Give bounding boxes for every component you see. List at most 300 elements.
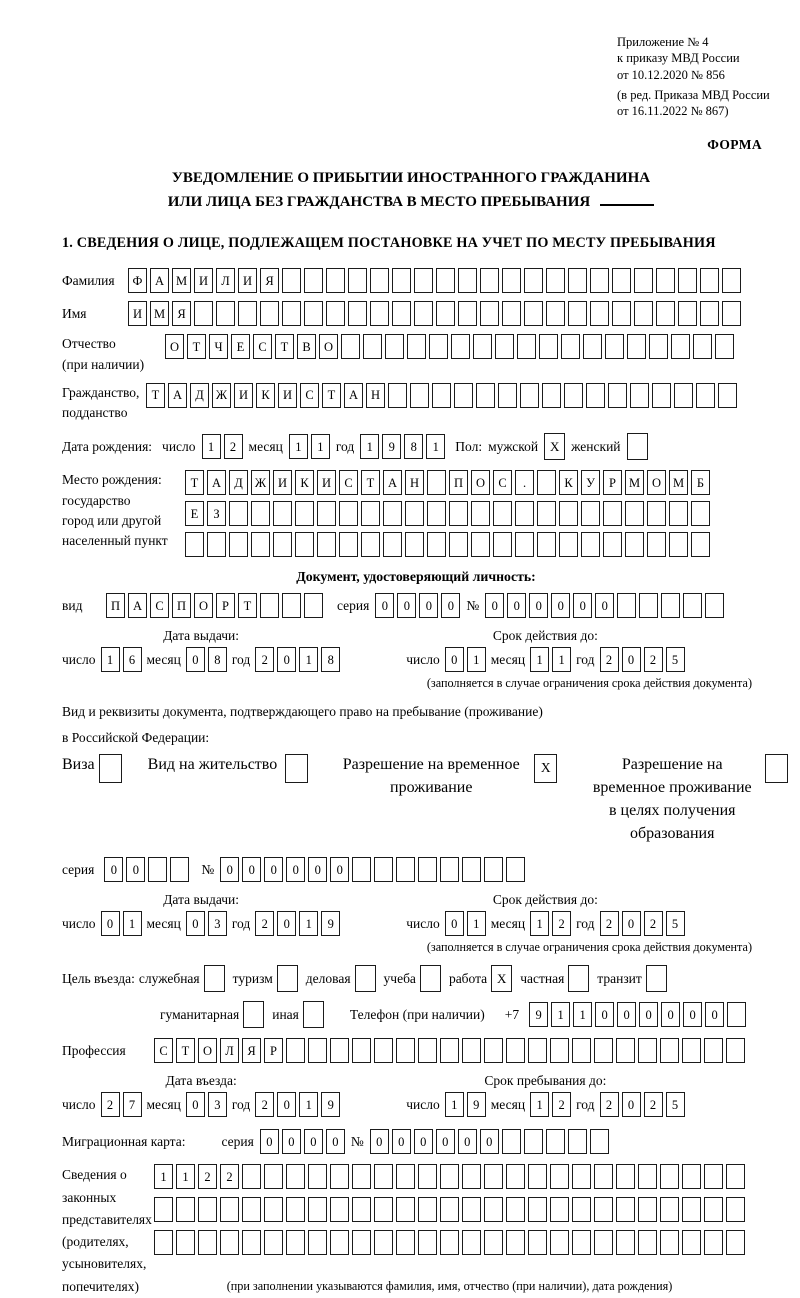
form-cell[interactable]: 3 (208, 911, 227, 936)
form-cell[interactable] (590, 1129, 609, 1154)
form-cell[interactable]: 0 (375, 593, 394, 618)
form-cell[interactable]: 8 (208, 647, 227, 672)
form-cell[interactable]: 1 (530, 647, 549, 672)
form-cell[interactable] (154, 1230, 173, 1255)
form-cell[interactable]: 0 (186, 1092, 205, 1117)
form-cell[interactable] (286, 1197, 305, 1222)
form-cell[interactable] (308, 1230, 327, 1255)
form-cell[interactable] (451, 334, 470, 359)
form-cell[interactable] (700, 301, 719, 326)
form-cell[interactable]: 1 (154, 1164, 173, 1189)
form-cell[interactable]: Т (146, 383, 165, 408)
form-cell[interactable]: 8 (321, 647, 340, 672)
form-cell[interactable]: 0 (480, 1129, 499, 1154)
form-cell[interactable]: Р (603, 470, 622, 495)
form-cell[interactable] (528, 1038, 547, 1063)
form-cell[interactable]: 0 (436, 1129, 455, 1154)
form-cell[interactable] (170, 857, 189, 882)
form-cell[interactable]: 0 (186, 911, 205, 936)
form-cell[interactable] (550, 1197, 569, 1222)
form-cell[interactable] (326, 301, 345, 326)
form-cell[interactable]: 1 (299, 647, 318, 672)
form-cell[interactable]: 2 (600, 647, 619, 672)
form-cell[interactable] (396, 1038, 415, 1063)
form-cell[interactable]: 0 (304, 1129, 323, 1154)
form-cell[interactable]: К (295, 470, 314, 495)
form-cell[interactable] (242, 1230, 261, 1255)
form-cell[interactable] (700, 268, 719, 293)
checkbox-cell[interactable] (568, 965, 589, 992)
form-cell[interactable]: . (515, 470, 534, 495)
form-cell[interactable] (374, 857, 393, 882)
form-cell[interactable]: 0 (126, 857, 145, 882)
form-cell[interactable] (656, 301, 675, 326)
form-cell[interactable] (480, 301, 499, 326)
form-cell[interactable]: 0 (458, 1129, 477, 1154)
form-cell[interactable] (304, 593, 323, 618)
form-cell[interactable] (407, 334, 426, 359)
form-cell[interactable]: 1 (530, 1092, 549, 1117)
form-cell[interactable]: 3 (208, 1092, 227, 1117)
checkbox-cell[interactable]: X (544, 433, 565, 460)
form-cell[interactable] (176, 1230, 195, 1255)
form-cell[interactable] (660, 1197, 679, 1222)
form-cell[interactable] (392, 301, 411, 326)
form-cell[interactable]: Т (361, 470, 380, 495)
form-cell[interactable] (572, 1038, 591, 1063)
form-cell[interactable]: Е (231, 334, 250, 359)
form-cell[interactable] (682, 1038, 701, 1063)
form-cell[interactable]: 0 (397, 593, 416, 618)
checkbox-cell[interactable]: X (534, 754, 557, 783)
form-cell[interactable]: С (253, 334, 272, 359)
form-cell[interactable] (352, 1230, 371, 1255)
form-cell[interactable] (462, 1038, 481, 1063)
form-cell[interactable]: Ж (251, 470, 270, 495)
form-cell[interactable]: С (300, 383, 319, 408)
form-cell[interactable] (286, 1230, 305, 1255)
form-cell[interactable] (308, 1197, 327, 1222)
form-cell[interactable] (370, 301, 389, 326)
form-cell[interactable] (436, 301, 455, 326)
form-cell[interactable] (207, 532, 226, 557)
form-cell[interactable] (661, 593, 680, 618)
form-cell[interactable]: Т (322, 383, 341, 408)
form-cell[interactable]: 2 (255, 647, 274, 672)
form-cell[interactable] (264, 1197, 283, 1222)
form-cell[interactable] (634, 268, 653, 293)
form-cell[interactable] (330, 1038, 349, 1063)
form-cell[interactable] (286, 1164, 305, 1189)
form-cell[interactable] (260, 301, 279, 326)
form-cell[interactable] (348, 268, 367, 293)
form-cell[interactable] (251, 501, 270, 526)
form-cell[interactable] (498, 383, 517, 408)
form-cell[interactable]: 0 (485, 593, 504, 618)
form-cell[interactable] (502, 1129, 521, 1154)
form-cell[interactable]: 0 (622, 647, 641, 672)
form-cell[interactable] (660, 1230, 679, 1255)
form-cell[interactable] (388, 383, 407, 408)
form-cell[interactable] (352, 1164, 371, 1189)
form-cell[interactable] (383, 501, 402, 526)
form-cell[interactable]: 2 (644, 647, 663, 672)
form-cell[interactable] (572, 1197, 591, 1222)
form-cell[interactable] (471, 532, 490, 557)
form-cell[interactable]: 2 (644, 1092, 663, 1117)
form-cell[interactable]: 0 (705, 1002, 724, 1027)
form-cell[interactable] (506, 1230, 525, 1255)
form-cell[interactable] (484, 1038, 503, 1063)
form-cell[interactable]: И (278, 383, 297, 408)
form-cell[interactable] (537, 501, 556, 526)
form-cell[interactable] (440, 1230, 459, 1255)
form-cell[interactable] (517, 334, 536, 359)
form-cell[interactable] (727, 1002, 746, 1027)
form-cell[interactable] (396, 1230, 415, 1255)
form-cell[interactable]: 0 (277, 911, 296, 936)
form-cell[interactable]: 1 (176, 1164, 195, 1189)
form-cell[interactable] (370, 268, 389, 293)
form-cell[interactable]: Я (260, 268, 279, 293)
form-cell[interactable]: У (581, 470, 600, 495)
form-cell[interactable]: Т (275, 334, 294, 359)
form-cell[interactable] (308, 1164, 327, 1189)
form-cell[interactable]: 2 (600, 1092, 619, 1117)
form-cell[interactable]: 1 (467, 911, 486, 936)
form-cell[interactable] (458, 268, 477, 293)
form-cell[interactable]: З (207, 501, 226, 526)
form-cell[interactable] (282, 301, 301, 326)
form-cell[interactable] (682, 1230, 701, 1255)
form-cell[interactable]: А (207, 470, 226, 495)
form-cell[interactable] (722, 301, 741, 326)
form-cell[interactable]: 5 (666, 647, 685, 672)
form-cell[interactable]: М (150, 301, 169, 326)
form-cell[interactable] (693, 334, 712, 359)
form-cell[interactable] (561, 334, 580, 359)
form-cell[interactable] (704, 1230, 723, 1255)
form-cell[interactable]: 1 (551, 1002, 570, 1027)
form-cell[interactable]: С (339, 470, 358, 495)
form-cell[interactable] (502, 268, 521, 293)
form-cell[interactable] (242, 1164, 261, 1189)
form-cell[interactable]: 0 (414, 1129, 433, 1154)
form-cell[interactable]: 0 (551, 593, 570, 618)
form-cell[interactable]: 1 (467, 647, 486, 672)
form-cell[interactable]: 0 (595, 593, 614, 618)
form-cell[interactable] (352, 1197, 371, 1222)
form-cell[interactable] (572, 1164, 591, 1189)
form-cell[interactable]: М (669, 470, 688, 495)
form-cell[interactable] (418, 1197, 437, 1222)
form-cell[interactable] (696, 383, 715, 408)
form-cell[interactable]: 1 (123, 911, 142, 936)
form-cell[interactable] (656, 268, 675, 293)
form-cell[interactable]: 0 (622, 911, 641, 936)
form-cell[interactable] (317, 532, 336, 557)
form-cell[interactable] (594, 1164, 613, 1189)
form-cell[interactable] (608, 383, 627, 408)
form-cell[interactable] (476, 383, 495, 408)
form-cell[interactable] (524, 1129, 543, 1154)
form-cell[interactable] (616, 1197, 635, 1222)
form-cell[interactable] (683, 593, 702, 618)
form-cell[interactable] (524, 301, 543, 326)
form-cell[interactable] (385, 334, 404, 359)
form-cell[interactable] (583, 334, 602, 359)
form-cell[interactable]: И (234, 383, 253, 408)
form-cell[interactable]: 0 (445, 647, 464, 672)
form-cell[interactable] (473, 334, 492, 359)
form-cell[interactable] (691, 532, 710, 557)
form-cell[interactable] (484, 1197, 503, 1222)
form-cell[interactable] (440, 1164, 459, 1189)
form-cell[interactable] (564, 383, 583, 408)
form-cell[interactable]: Н (405, 470, 424, 495)
form-cell[interactable]: 1 (311, 434, 330, 459)
form-cell[interactable]: С (150, 593, 169, 618)
form-cell[interactable]: 0 (419, 593, 438, 618)
form-cell[interactable]: 5 (666, 911, 685, 936)
form-cell[interactable] (669, 532, 688, 557)
form-cell[interactable] (341, 334, 360, 359)
form-cell[interactable] (616, 1038, 635, 1063)
form-cell[interactable] (361, 532, 380, 557)
form-cell[interactable] (449, 532, 468, 557)
form-cell[interactable]: О (319, 334, 338, 359)
form-cell[interactable] (308, 1038, 327, 1063)
form-cell[interactable]: 1 (202, 434, 221, 459)
checkbox-cell[interactable]: X (491, 965, 512, 992)
form-cell[interactable] (705, 593, 724, 618)
form-cell[interactable]: И (128, 301, 147, 326)
form-cell[interactable] (630, 383, 649, 408)
form-cell[interactable]: 1 (299, 1092, 318, 1117)
form-cell[interactable]: 2 (101, 1092, 120, 1117)
form-cell[interactable] (669, 501, 688, 526)
form-cell[interactable]: Я (242, 1038, 261, 1063)
form-cell[interactable]: 2 (552, 1092, 571, 1117)
form-cell[interactable]: Ж (212, 383, 231, 408)
form-cell[interactable] (647, 532, 666, 557)
form-cell[interactable] (440, 1197, 459, 1222)
form-cell[interactable] (590, 301, 609, 326)
form-cell[interactable] (506, 857, 525, 882)
form-cell[interactable]: 0 (573, 593, 592, 618)
form-cell[interactable]: 0 (308, 857, 327, 882)
form-cell[interactable] (176, 1197, 195, 1222)
form-cell[interactable] (603, 532, 622, 557)
form-cell[interactable] (568, 268, 587, 293)
form-cell[interactable]: 9 (321, 911, 340, 936)
form-cell[interactable]: 0 (370, 1129, 389, 1154)
form-cell[interactable]: 0 (242, 857, 261, 882)
form-cell[interactable]: 0 (220, 857, 239, 882)
form-cell[interactable] (286, 1038, 305, 1063)
form-cell[interactable] (330, 1230, 349, 1255)
form-cell[interactable] (414, 268, 433, 293)
form-cell[interactable]: Я (172, 301, 191, 326)
form-cell[interactable]: 2 (198, 1164, 217, 1189)
form-cell[interactable] (295, 532, 314, 557)
form-cell[interactable] (427, 501, 446, 526)
form-cell[interactable]: С (493, 470, 512, 495)
form-cell[interactable] (229, 532, 248, 557)
form-cell[interactable] (715, 334, 734, 359)
form-cell[interactable] (722, 268, 741, 293)
form-cell[interactable] (634, 301, 653, 326)
form-cell[interactable]: 0 (286, 857, 305, 882)
form-cell[interactable]: 9 (467, 1092, 486, 1117)
form-cell[interactable] (726, 1038, 745, 1063)
form-cell[interactable] (418, 1164, 437, 1189)
form-cell[interactable] (260, 593, 279, 618)
checkbox-cell[interactable] (204, 965, 225, 992)
checkbox-cell[interactable] (627, 433, 648, 460)
form-cell[interactable]: 1 (360, 434, 379, 459)
form-cell[interactable] (550, 1038, 569, 1063)
form-cell[interactable] (348, 301, 367, 326)
form-cell[interactable] (726, 1230, 745, 1255)
form-cell[interactable]: Ф (128, 268, 147, 293)
form-cell[interactable]: И (317, 470, 336, 495)
form-cell[interactable]: 9 (382, 434, 401, 459)
form-cell[interactable] (462, 1230, 481, 1255)
form-cell[interactable] (432, 383, 451, 408)
form-cell[interactable] (515, 501, 534, 526)
form-cell[interactable]: 1 (573, 1002, 592, 1027)
form-cell[interactable]: И (194, 268, 213, 293)
form-cell[interactable] (148, 857, 167, 882)
form-cell[interactable]: 9 (321, 1092, 340, 1117)
form-cell[interactable]: 1 (289, 434, 308, 459)
form-cell[interactable] (528, 1230, 547, 1255)
form-cell[interactable] (537, 532, 556, 557)
form-cell[interactable] (520, 383, 539, 408)
form-cell[interactable] (427, 532, 446, 557)
form-cell[interactable] (605, 334, 624, 359)
form-cell[interactable] (352, 857, 371, 882)
form-cell[interactable] (581, 501, 600, 526)
form-cell[interactable] (594, 1230, 613, 1255)
form-cell[interactable]: Ч (209, 334, 228, 359)
form-cell[interactable]: 0 (186, 647, 205, 672)
checkbox-cell[interactable] (355, 965, 376, 992)
form-cell[interactable] (652, 383, 671, 408)
form-cell[interactable]: Д (190, 383, 209, 408)
form-cell[interactable]: 2 (224, 434, 243, 459)
form-cell[interactable] (726, 1197, 745, 1222)
form-cell[interactable]: П (106, 593, 125, 618)
form-cell[interactable] (550, 1164, 569, 1189)
form-cell[interactable] (559, 532, 578, 557)
form-cell[interactable] (185, 532, 204, 557)
form-cell[interactable] (682, 1164, 701, 1189)
form-cell[interactable]: К (559, 470, 578, 495)
form-cell[interactable] (198, 1230, 217, 1255)
form-cell[interactable] (454, 383, 473, 408)
form-cell[interactable] (154, 1197, 173, 1222)
form-cell[interactable]: А (383, 470, 402, 495)
form-cell[interactable]: М (625, 470, 644, 495)
form-cell[interactable]: 1 (101, 647, 120, 672)
form-cell[interactable] (383, 532, 402, 557)
form-cell[interactable] (704, 1038, 723, 1063)
form-cell[interactable] (617, 593, 636, 618)
form-cell[interactable]: А (150, 268, 169, 293)
form-cell[interactable]: 0 (595, 1002, 614, 1027)
form-cell[interactable]: 0 (264, 857, 283, 882)
form-cell[interactable] (273, 501, 292, 526)
form-cell[interactable] (418, 857, 437, 882)
form-cell[interactable] (282, 268, 301, 293)
form-cell[interactable] (396, 1164, 415, 1189)
form-cell[interactable] (550, 1230, 569, 1255)
form-cell[interactable]: П (172, 593, 191, 618)
form-cell[interactable]: 0 (639, 1002, 658, 1027)
form-cell[interactable] (493, 532, 512, 557)
form-cell[interactable] (572, 1230, 591, 1255)
form-cell[interactable]: 2 (220, 1164, 239, 1189)
form-cell[interactable] (704, 1164, 723, 1189)
form-cell[interactable] (603, 501, 622, 526)
form-cell[interactable]: 1 (552, 647, 571, 672)
form-cell[interactable] (462, 857, 481, 882)
form-cell[interactable] (568, 1129, 587, 1154)
form-cell[interactable] (216, 301, 235, 326)
form-cell[interactable]: 1 (299, 911, 318, 936)
form-cell[interactable] (647, 501, 666, 526)
form-cell[interactable]: 2 (552, 911, 571, 936)
form-cell[interactable] (678, 301, 697, 326)
form-cell[interactable] (537, 470, 556, 495)
form-cell[interactable] (374, 1197, 393, 1222)
form-cell[interactable]: О (198, 1038, 217, 1063)
form-cell[interactable] (471, 501, 490, 526)
form-cell[interactable] (528, 1164, 547, 1189)
form-cell[interactable]: И (238, 268, 257, 293)
form-cell[interactable]: Т (238, 593, 257, 618)
form-cell[interactable]: О (165, 334, 184, 359)
form-cell[interactable]: 0 (622, 1092, 641, 1117)
form-cell[interactable]: А (168, 383, 187, 408)
form-cell[interactable] (546, 268, 565, 293)
checkbox-cell[interactable] (277, 965, 298, 992)
form-cell[interactable] (480, 268, 499, 293)
form-cell[interactable]: 0 (101, 911, 120, 936)
form-cell[interactable]: Л (216, 268, 235, 293)
form-cell[interactable]: 2 (255, 911, 274, 936)
form-cell[interactable] (627, 334, 646, 359)
form-cell[interactable] (352, 1038, 371, 1063)
form-cell[interactable] (449, 501, 468, 526)
form-cell[interactable] (198, 1197, 217, 1222)
form-cell[interactable]: 9 (529, 1002, 548, 1027)
form-cell[interactable] (502, 301, 521, 326)
form-cell[interactable] (625, 532, 644, 557)
form-cell[interactable] (506, 1164, 525, 1189)
form-cell[interactable] (427, 470, 446, 495)
form-cell[interactable] (660, 1164, 679, 1189)
form-cell[interactable] (339, 501, 358, 526)
form-cell[interactable]: В (297, 334, 316, 359)
form-cell[interactable] (242, 1197, 261, 1222)
form-cell[interactable] (462, 1197, 481, 1222)
form-cell[interactable]: 0 (104, 857, 123, 882)
form-cell[interactable]: О (647, 470, 666, 495)
form-cell[interactable] (524, 268, 543, 293)
